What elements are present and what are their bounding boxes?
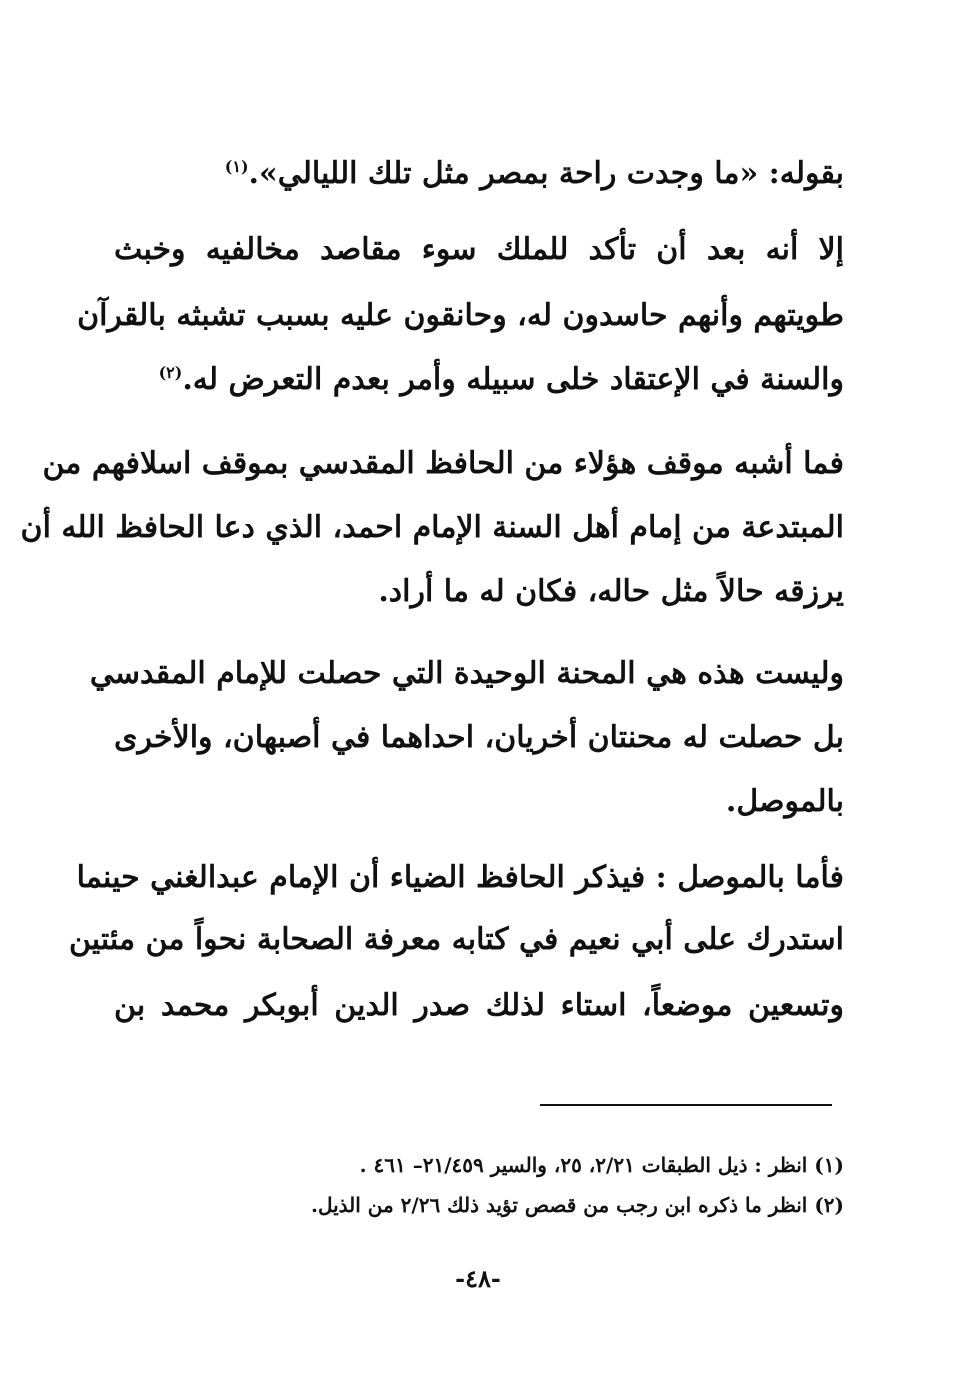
footnote: (٢) انظر ما ذكره ابن رجب من قصص تؤيد ذلك ٢/٢٦ من الذيل. bbox=[310, 1193, 844, 1217]
body-line: فما أشبه موقف هؤلاء من الحافظ المقدسي بموقف اسلافهم من bbox=[42, 446, 844, 481]
body-line: طويتهم وأنهم حاسدون له، وحانقون عليه بسبب تشبثه بالقرآن bbox=[77, 298, 844, 333]
body-line: استدرك على أبي نعيم في كتابه معرفة الصحابة نحواً من مئتين bbox=[68, 922, 844, 957]
body-line bbox=[114, 152, 844, 196]
body-line bbox=[114, 358, 844, 402]
body-line: المبتدعة من إمام أهل السنة الإمام احمد، الذي دعا الحافظ الله أن bbox=[20, 510, 844, 545]
body-line: إلا أنه بعد أن تأكد للملك سوء مقاصد مخالفيه وخبث bbox=[114, 232, 844, 267]
body-line: فأما بالموصل : فيذكر الحافظ الضياء أن الإمام عبدالغني حينما bbox=[76, 860, 844, 895]
page-number: -٤٨- bbox=[455, 1264, 501, 1293]
footnote: (١) انظر : ذيل الطبقات ٢/٢١، ٢٥، والسير ٢١/٤٥٩– ٤٦١ . bbox=[359, 1153, 844, 1177]
body-text: بقوله: «ما وجدت راحة بمصر مثل تلك الليالي». bbox=[248, 156, 844, 191]
body-line: يرزقه حالاً مثل حاله، فكان له ما أراد. bbox=[378, 574, 844, 609]
body-line: وليست هذه هي المحنة الوحيدة التي حصلت للإمام المقدسي bbox=[89, 656, 844, 691]
body-text: والسنة في الإعتقاد خلى سبيله وأمر بعدم التعرض له. bbox=[182, 362, 844, 397]
body-line: وتسعين موضعاً، استاء لذلك صدر الدين أبوبكر محمد بن bbox=[114, 988, 844, 1023]
body-line: بالموصل. bbox=[725, 784, 844, 819]
body-line: بل حصلت له محنتان أخريان، احداهما في أصبهان، والأخرى bbox=[114, 720, 844, 755]
footnote-marker: (٢) bbox=[158, 363, 183, 382]
footnote-marker: (١) bbox=[224, 157, 249, 176]
footnote-separator bbox=[540, 1104, 832, 1106]
